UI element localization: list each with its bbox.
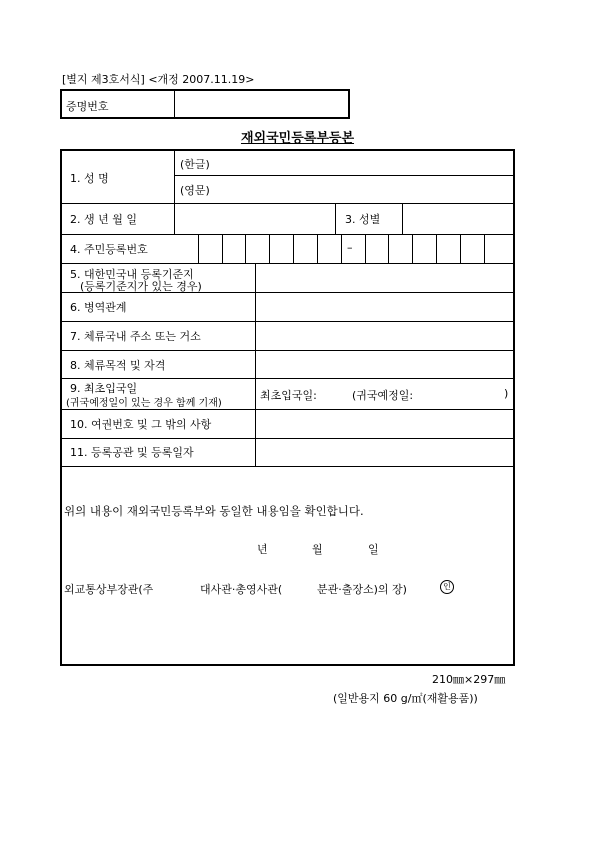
registration-field[interactable]: [256, 439, 515, 466]
address-field[interactable]: [256, 322, 515, 350]
birth-date-label: 2. 생 년 월 일: [70, 213, 137, 226]
certificate-number-label: 증명번호: [66, 100, 109, 113]
certificate-number-box: [60, 89, 350, 119]
military-label: 6. 병역관계: [70, 301, 127, 314]
name-label: 1. 성 명: [70, 172, 109, 185]
rrn-label: 4. 주민등록번호: [70, 243, 148, 256]
sex-col-divider: [335, 203, 336, 234]
document-title: 재외국민등록부등본: [240, 131, 355, 146]
entry-sub-label: (귀국예정일이 있는 경우 함께 기재): [66, 398, 222, 409]
entry-label: 9. 최초입국일: [70, 382, 138, 395]
domicile-sub-label: (등록기준지가 있는 경우): [80, 280, 202, 293]
date-year: 년: [257, 543, 268, 556]
name-col-divider: [174, 151, 175, 203]
military-field[interactable]: [256, 293, 515, 321]
passport-field[interactable]: [256, 410, 515, 438]
name-divider: [174, 175, 515, 176]
entry-date-field[interactable]: [256, 379, 515, 409]
address-label: 7. 체류국내 주소 또는 거소: [70, 330, 201, 343]
paper-size: 210㎜×297㎜: [432, 673, 506, 686]
seal-icon: 인: [440, 580, 454, 594]
registry-form: [60, 149, 515, 666]
registration-label: 11. 등록공관 및 등록일자: [70, 446, 194, 459]
rrn-dash: –: [347, 241, 353, 254]
revision-date: <개정 2007.11.19>: [148, 73, 255, 86]
row-line: [62, 466, 515, 467]
sex-field[interactable]: [403, 204, 515, 234]
signature-branch: 분관·출장소)의 장): [317, 583, 407, 596]
date-month: 월: [312, 543, 323, 556]
name-english-label: (영문): [180, 184, 210, 197]
domicile-label: 5. 대한민국내 등록기준지: [70, 268, 194, 281]
purpose-field[interactable]: [256, 351, 515, 378]
form-header: [62, 71, 255, 87]
paper-spec: (일반용지 60 g/㎡(재활용품)): [333, 692, 478, 705]
confirmation-text: 위의 내용이 재외국민등록부와 동일한 내용임을 확인합니다.: [64, 504, 364, 518]
certificate-number-field[interactable]: [175, 91, 348, 117]
signature-minister: 외교통상부장관(주: [64, 583, 154, 596]
seal-mark: [440, 580, 454, 594]
first-entry-label: 최초입국일:: [260, 389, 317, 402]
form-number: [별지 제3호서식]: [62, 73, 145, 86]
birth-date-field[interactable]: [175, 204, 335, 234]
return-date-label: (귀국예정일:: [352, 389, 414, 402]
name-korean-label: (한글): [180, 158, 210, 171]
rrn-field[interactable]: [199, 235, 515, 263]
sex-label: 3. 성별: [345, 213, 381, 226]
purpose-label: 8. 체류목적 및 자격: [70, 359, 166, 372]
date-day: 일: [368, 543, 379, 556]
domicile-field[interactable]: [256, 264, 515, 292]
passport-label: 10. 여권번호 및 그 밖의 사항: [70, 418, 212, 431]
signature-embassy: 대사관·총영사관(: [200, 583, 283, 596]
return-date-close: ): [504, 387, 509, 400]
